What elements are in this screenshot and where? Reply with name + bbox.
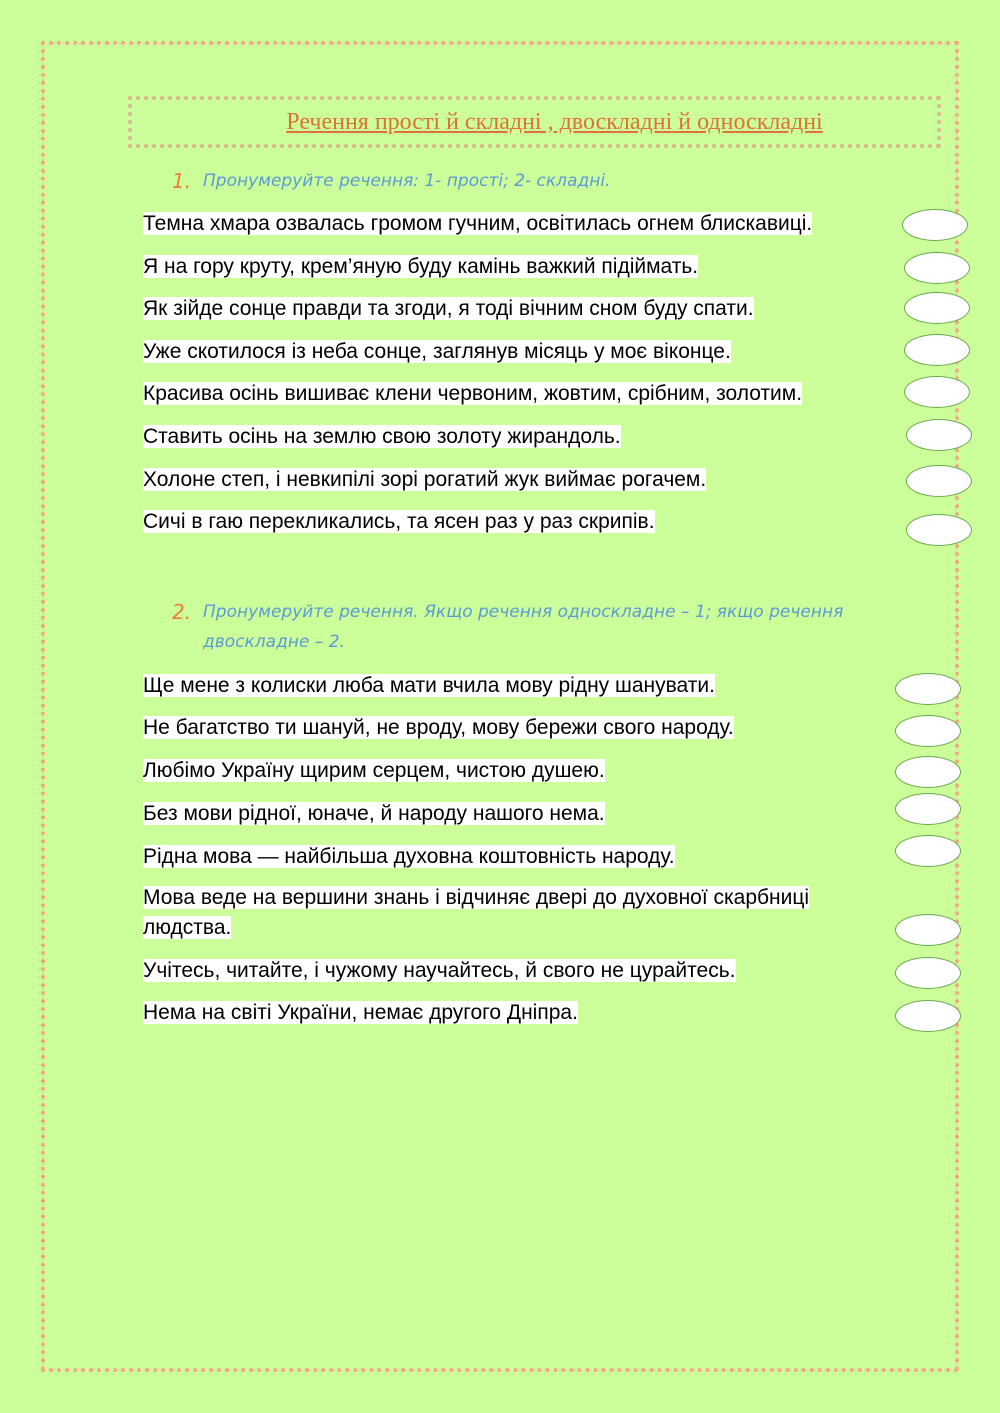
sentence-text: Любімо Україну щирим серцем, чистою душею. [143, 759, 605, 782]
sentence-text: Мова веде на вершини знань і відчиняє двері до духовної скарбниці людства. [143, 886, 810, 939]
sentence-text: Темна хмара озвалась громом гучним, освітилась огнем блискавиці. [143, 212, 813, 235]
sentence-text: Як зійде сонце правди та згоди, я тоді вічним сном буду спати. [143, 297, 754, 320]
task-1-sentence-4 [143, 337, 731, 367]
answer-oval-2-8[interactable] [895, 1000, 961, 1032]
answer-oval-2-1[interactable] [895, 673, 961, 705]
sentence-text: Холоне степ, і невкипілі зорі рогатий жук виймає рогачем. [143, 468, 707, 491]
sentence-text: Красива осінь вишиває клени червоним, жовтим, срібним, золотим. [143, 382, 803, 405]
answer-oval-2-4[interactable] [895, 793, 961, 825]
sentence-text: Без мови рідної, юначе, й народу нашого нема. [143, 802, 605, 825]
task-1-sentence-3 [143, 294, 754, 324]
task-1-sentence-5 [143, 379, 802, 409]
task-1-sentence-6 [143, 422, 621, 452]
sentence-text: Ще мене з колиски люба мати вчила мову рідну шанувати. [143, 674, 715, 697]
sentence-text: Учітесь, читайте, і чужому научайтесь, й свого не цурайтесь. [143, 959, 736, 982]
answer-oval-1-8[interactable] [906, 514, 972, 546]
answer-oval-1-2[interactable] [904, 252, 970, 284]
task-1-heading [172, 166, 923, 198]
task-2-sentence-3 [143, 756, 605, 786]
answer-oval-2-2[interactable] [895, 715, 961, 747]
task-2-heading [172, 597, 923, 657]
task-2-sentence-6 [143, 883, 898, 943]
answer-oval-2-3[interactable] [895, 756, 961, 788]
task-2-sentence-1 [143, 671, 715, 701]
answer-oval-1-6[interactable] [906, 419, 972, 451]
title-box [128, 96, 941, 148]
task-2-sentence-2 [143, 713, 734, 743]
answer-oval-1-3[interactable] [904, 292, 970, 324]
answer-oval-1-5[interactable] [904, 376, 970, 408]
sentence-text: Ставить осінь на землю свою золоту жирандоль. [143, 425, 621, 448]
task-1-instruction: Пронумеруйте речення: 1- прості; 2- складні. [203, 171, 611, 191]
task-1-sentence-2 [143, 252, 698, 282]
task-2-sentence-4 [143, 799, 605, 829]
page-title: Речення прості й складні , двоскладні й односкладні [286, 108, 823, 135]
task-1-sentence-8 [143, 507, 655, 537]
sentence-text: Нема на світі України, немає другого Дніпра. [143, 1001, 578, 1024]
answer-oval-2-5[interactable] [895, 835, 961, 867]
task-2-sentence-8 [143, 998, 578, 1028]
sentence-text: Я на гору круту, крем’яную буду камінь важкий підіймать. [143, 255, 699, 278]
answer-oval-2-6[interactable] [895, 914, 961, 946]
sentence-text: Рідна мова — найбільша духовна коштовність народу. [143, 845, 675, 868]
answer-oval-1-7[interactable] [906, 465, 972, 497]
task-1-sentence-7 [143, 465, 706, 495]
sentence-text: Не багатство ти шануй, не вроду, мову бережи свого народу. [143, 716, 734, 739]
task-2-number: 2. [172, 600, 192, 624]
task-2-sentence-7 [143, 956, 736, 986]
task-1-number: 1. [172, 169, 192, 193]
task-2-instruction: Пронумеруйте речення. Якщо речення односкладне – 1; якщо речення двоскладне – 2. [203, 602, 844, 652]
answer-oval-2-7[interactable] [895, 957, 961, 989]
sentence-text: Сичі в гаю перекликались, та ясен раз у раз скрипів. [143, 510, 655, 533]
sentence-text: Уже скотилося із неба сонце, заглянув місяць у моє віконце. [143, 340, 731, 363]
task-1-sentence-1 [143, 209, 812, 239]
answer-oval-1-1[interactable] [902, 209, 968, 241]
page-border [41, 41, 959, 1372]
task-2-sentence-5 [143, 842, 675, 872]
answer-oval-1-4[interactable] [904, 334, 970, 366]
